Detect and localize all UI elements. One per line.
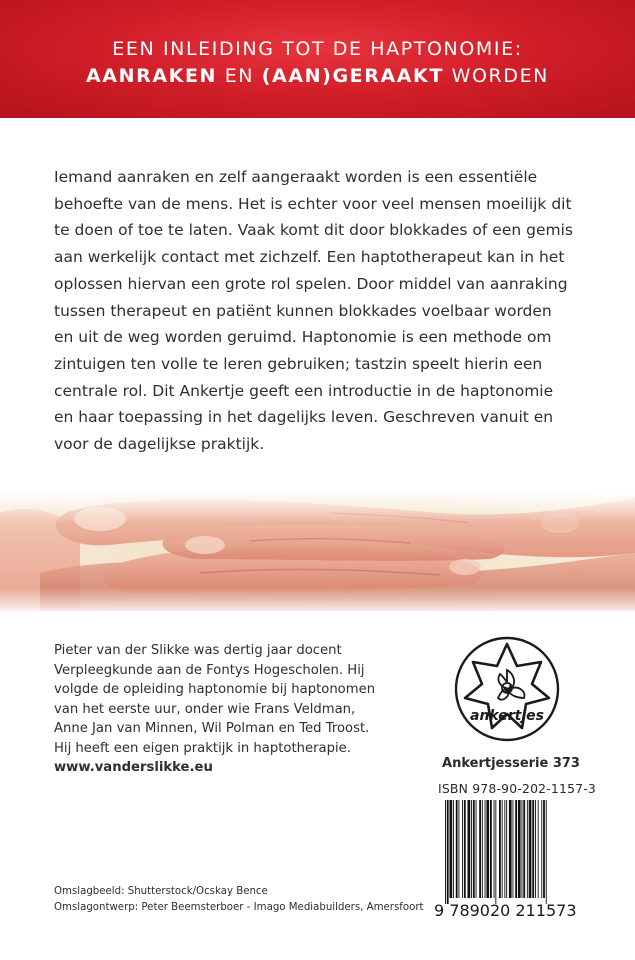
barcode-bar bbox=[445, 800, 446, 904]
barcode-bar bbox=[490, 800, 492, 898]
blurb-line: te doen of toe te laten. Vaak komt dit door blokkades of een gemis bbox=[54, 221, 573, 240]
cover-design-credit: Omslagontwerp: Peter Beemsterboer - Imago Mediabuilders, Amersfoort bbox=[54, 902, 424, 913]
barcode-bar bbox=[456, 800, 458, 898]
author-bio-line: Pieter van der Slikke was dertig jaar docent bbox=[54, 643, 342, 658]
blurb-text bbox=[54, 164, 614, 458]
barcode-bar bbox=[518, 800, 521, 898]
author-website-link[interactable]: www.vanderslikke.eu bbox=[54, 760, 213, 775]
barcode-bar bbox=[464, 800, 466, 898]
barcode-bar bbox=[479, 800, 481, 898]
barcode-bar bbox=[543, 800, 545, 898]
barcode-bar bbox=[535, 800, 536, 898]
title-banner bbox=[0, 0, 635, 118]
holding-hands-photo bbox=[0, 493, 635, 611]
blurb-line: Iemand aanraken en zelf aangeraakt worden is een essentiële bbox=[54, 168, 538, 186]
barcode-bar bbox=[541, 800, 542, 898]
blurb-line: behoefte van de mens. Het is echter voor veel mensen moeilijk dit bbox=[54, 194, 572, 213]
barcode-bar bbox=[473, 800, 475, 898]
barcode-bar bbox=[522, 800, 523, 898]
author-bio-line: Verpleegkunde aan de Fontys Hogescholen. Hij bbox=[54, 662, 365, 678]
blurb-line: aan werkelijk contact met zichzelf. Een haptotherapeut kan in het bbox=[54, 248, 565, 267]
barcode-bar bbox=[485, 800, 486, 898]
barcode-bar bbox=[506, 800, 507, 898]
ankertjes-logo bbox=[454, 636, 560, 742]
banner-word-worden: WORDEN bbox=[443, 65, 549, 87]
barcode-digits: 9 789020 211573 bbox=[434, 901, 577, 920]
barcode-bar bbox=[499, 800, 501, 898]
barcode-bar bbox=[447, 800, 449, 904]
barcode-bar bbox=[450, 800, 453, 898]
barcode-bar bbox=[513, 800, 514, 898]
series-number: Ankertjesserie 373 bbox=[442, 756, 580, 771]
author-bio-line: van het eerste uur, onder wie Frans Veldman, bbox=[54, 701, 356, 717]
author-bio-line: Anne Jan van Minnen, Wil Polman en Ted Troost. bbox=[54, 721, 370, 736]
blurb-line: zintuigen ten volle te leren gebruiken; tastzin speelt hierin een bbox=[54, 354, 543, 373]
barcode-bar bbox=[453, 800, 454, 898]
barcode-bar bbox=[459, 800, 460, 898]
author-bio-line: Hij heeft een eigen praktijk in haptotherapie. bbox=[54, 740, 351, 756]
blurb-line: oplossen hiervan een grote rol spelen. Door middel van aanraking bbox=[54, 274, 568, 293]
banner-word-en: EN bbox=[217, 65, 262, 87]
blurb-line: voor de dagelijkse praktijk. bbox=[54, 435, 265, 454]
barcode-bar bbox=[532, 800, 534, 898]
banner-word-aangeraakt: (AAN)GERAAKT bbox=[261, 65, 444, 87]
barcode-bar bbox=[486, 800, 489, 898]
banner-word-aanraken: AANRAKEN bbox=[86, 65, 218, 87]
blurb-line: centrale rol. Dit Ankertje geeft een introductie in de haptonomie bbox=[54, 381, 554, 400]
barcode-bar bbox=[471, 800, 472, 898]
isbn-number: ISBN 978-90-202-1157-3 bbox=[438, 781, 596, 796]
barcode-bar bbox=[462, 800, 463, 898]
barcode-bar bbox=[495, 800, 496, 904]
barcode-bar bbox=[476, 800, 477, 898]
author-bio bbox=[54, 641, 414, 778]
barcode-bar bbox=[502, 800, 503, 898]
barcode-bar bbox=[515, 800, 517, 898]
barcode-bar bbox=[494, 800, 495, 898]
barcode-bar bbox=[538, 800, 539, 898]
author-bio-line: volgde de opleiding haptonomie bij haptonomen bbox=[54, 682, 376, 697]
cover-credits bbox=[54, 884, 424, 916]
barcode-bar bbox=[482, 800, 483, 898]
isbn-barcode bbox=[443, 800, 575, 904]
cover-image-credit: Omslagbeeld: Shutterstock/Ocskay Bence bbox=[54, 886, 268, 897]
barcode-bar bbox=[504, 800, 505, 898]
barcode-bar bbox=[546, 800, 547, 904]
blurb-line: en uit de weg worden geruimd. Haptonomie is een methode om bbox=[54, 328, 552, 347]
barcode-bar bbox=[523, 800, 525, 898]
blurb-line: tussen therapeut en patiënt kunnen blokkades voelbaar worden bbox=[54, 301, 552, 320]
logo-wordmark: ankertjes bbox=[470, 708, 544, 724]
barcode-bar bbox=[529, 800, 532, 898]
barcode-bar bbox=[468, 800, 471, 898]
banner-title-line1: EEN INLEIDING TOT DE HAPTONOMIE: bbox=[112, 38, 523, 60]
banner-title-line2 bbox=[0, 65, 635, 87]
barcode-bar bbox=[527, 800, 528, 898]
hands-illustration bbox=[0, 493, 635, 611]
barcode-bar bbox=[509, 800, 512, 898]
blurb-line: en haar toepassing in het dagelijks leven. Geschreven vanuit en bbox=[54, 408, 554, 427]
